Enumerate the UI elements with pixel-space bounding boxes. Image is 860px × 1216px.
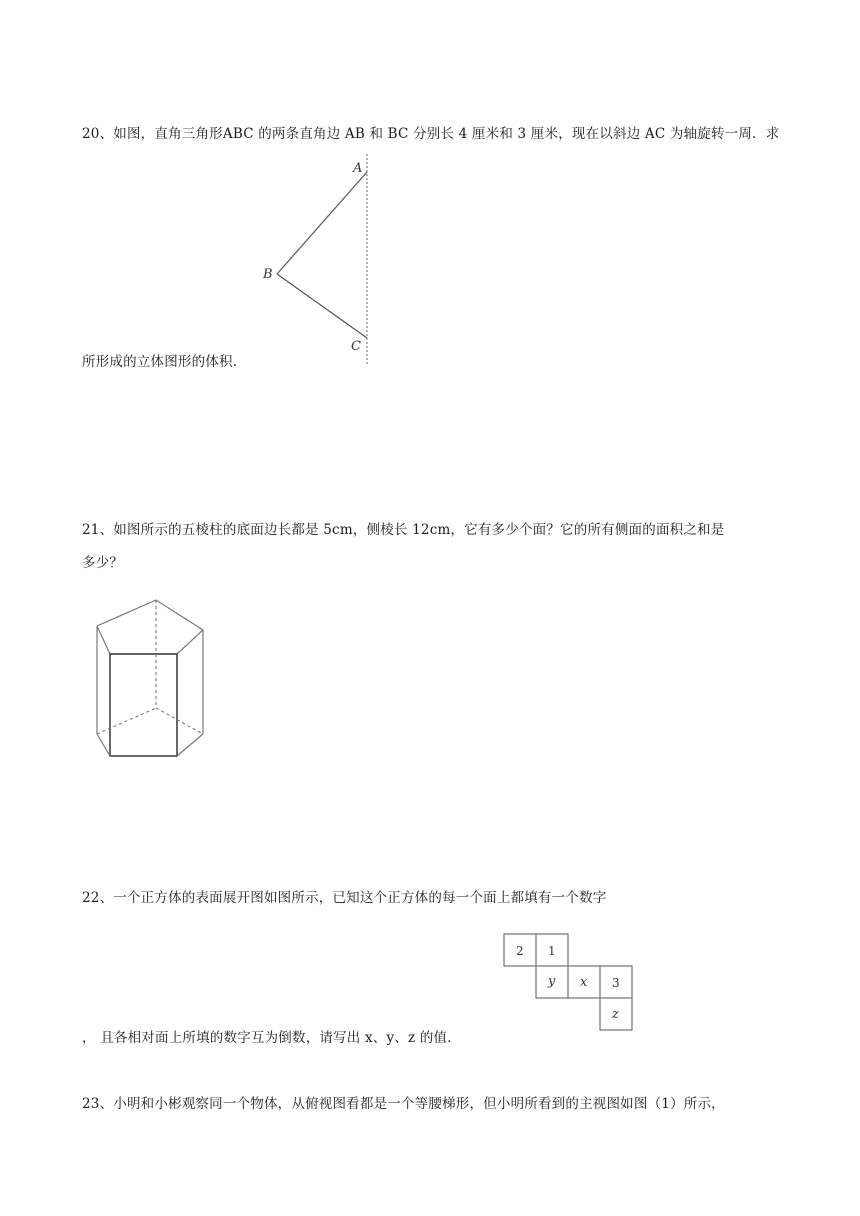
q21-pentagonal-prism-figure — [90, 594, 215, 764]
net-text-z: z — [612, 1007, 619, 1022]
q20-text-line2: 所形成的立体图形的体积． — [82, 354, 247, 370]
net-text-x: x — [580, 975, 588, 990]
net-text-1: 1 — [548, 944, 556, 958]
net-text-y: y — [548, 974, 556, 989]
net-text-2: 2 — [516, 944, 524, 958]
front-face — [110, 654, 177, 756]
q22-text-line2: ， 且各相对面上所填的数字互为倒数，请写出 x、y、z 的值． — [82, 1030, 461, 1046]
label-a: A — [353, 161, 363, 176]
q21-text-line1: 21、如图所示的五棱柱的底面边长都是 5cm，侧棱长 12cm，它有多少个面？它的所有侧面的面积之和是 — [82, 522, 725, 538]
q22-cube-net-figure — [502, 932, 638, 1032]
q21-text-line2: 多少？ — [82, 555, 124, 571]
label-c: C — [351, 339, 361, 354]
q20-text-line1: 20、如图，直角三角形ABC 的两条直角边 AB 和 BC 分别长 4 厘米和 3 厘米，现在以斜边 AC 为轴旋转一周．求 — [82, 126, 780, 142]
top-face — [97, 600, 203, 654]
q20-triangle-figure — [255, 150, 385, 370]
label-b: B — [263, 267, 273, 282]
q23-text-line1: 23、小明和小彬观察同一个物体，从俯视图看都是一个等腰梯形，但小明所看到的主视图如图（1）所示， — [82, 1096, 725, 1112]
net-text-3: 3 — [612, 976, 620, 990]
side-bc — [277, 274, 367, 338]
q22-text-line1: 22、一个正方体的表面展开图如图所示，已知这个正方体的每一个面上都填有一个数字 — [82, 890, 607, 906]
side-ab — [277, 172, 367, 274]
